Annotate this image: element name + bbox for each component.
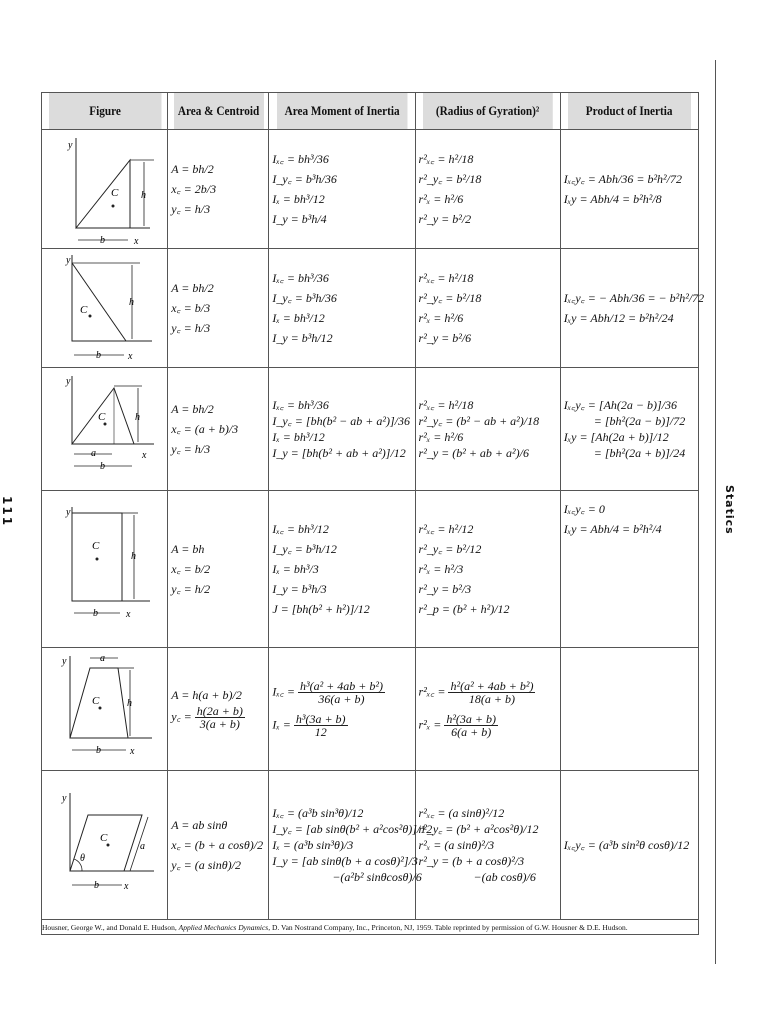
- area-centroid-cell: [168, 491, 269, 648]
- ix-formula: Iₓ = bh³/12: [272, 311, 325, 325]
- product-of-inertia-cell: [560, 771, 698, 920]
- iy-formula: I_y = [bh(b² + ab + a²)]/12: [272, 446, 406, 460]
- ix-lhs: Iₓ =: [272, 717, 291, 732]
- moment-of-inertia-cell: [269, 491, 415, 648]
- area-centroid-cell: [168, 771, 269, 920]
- moment-of-inertia-cell: [269, 368, 415, 491]
- iy-formula: I_y = [ab sinθ(b + a cosθ)²]/3: [272, 854, 418, 868]
- iy-formula: I_y = b³h/12: [272, 331, 333, 345]
- header-radius-of-gyration: (Radius of Gyration)²: [422, 93, 553, 130]
- rxc-formula: [419, 680, 556, 705]
- area-formula: A = bh/2: [171, 281, 214, 295]
- ry-formula: r²_y = b²/6: [418, 331, 472, 345]
- rxc-formula: r²ₓ꜀ = (a sinθ)²/12: [418, 806, 505, 820]
- citation-publisher: , D. Van Nostrand Company, Inc., Princeton, NJ, 1959. Table reprinted by permission of G.W. Housner & D.E. Hudson.: [268, 922, 628, 932]
- citation: [42, 920, 699, 935]
- ixcyc-formula: Iₓ꜀y꜀ = (a³b sin²θ cosθ)/12: [563, 838, 690, 852]
- ixy-formula: Iₓy = Abh/4 = b²h²/8: [563, 192, 662, 206]
- rp-formula: r²_p = (b² + h²)/12: [418, 602, 510, 616]
- ix-formula: Iₓ = bh³/12: [272, 430, 325, 444]
- ixc-formula: Iₓ꜀ = bh³/12: [272, 522, 329, 536]
- ryc-formula: r²_y꜀ = (b² + a²cos²θ)/12: [418, 822, 539, 836]
- area-properties-table: [41, 92, 705, 935]
- figure-parallelogram: [42, 771, 168, 920]
- centroid-label: C: [92, 695, 100, 707]
- citation-authors: Housner, George W., and Donald E. Hudson,: [42, 922, 177, 932]
- ixy-formula-alt: = [bh²(2a + b)]/24: [593, 446, 686, 460]
- ix-fraction: [294, 713, 348, 738]
- moment-of-inertia-cell: [269, 249, 415, 368]
- b-label: b: [96, 350, 101, 361]
- polar-moment-formula: J = [bh(b² + h²)]/12: [272, 602, 370, 616]
- rx-fraction: [444, 713, 498, 738]
- a-label: a: [91, 448, 96, 459]
- rxc-formula: r²ₓ꜀ = h²/12: [418, 522, 474, 536]
- rxc-lhs: r²ₓ꜀ =: [418, 684, 446, 699]
- xc-formula: x꜀ = (a + b)/3: [171, 422, 239, 436]
- moment-of-inertia-cell: [269, 648, 415, 771]
- ryc-formula: r²_y꜀ = (b² − ab + a²)/18: [418, 414, 540, 428]
- row-parallelogram: [42, 771, 699, 920]
- y-axis-label: y: [68, 140, 73, 151]
- h-label: h: [129, 297, 134, 308]
- b-label: b: [100, 461, 105, 472]
- header-row: [42, 93, 699, 130]
- area-formula: A = bh/2: [171, 402, 214, 416]
- rx-formula: r²ₓ = (a sinθ)²/3: [418, 838, 495, 852]
- section-label: Statics: [723, 485, 736, 535]
- ixy-formula: Iₓy = Abh/12 = b²h²/24: [563, 311, 674, 325]
- area-formula: A = bh/2: [171, 162, 214, 176]
- rxc-formula: r²ₓ꜀ = h²/18: [418, 152, 474, 166]
- product-of-inertia-cell: [560, 491, 698, 648]
- xc-formula: x꜀ = (b + a cosθ)/2: [171, 838, 264, 852]
- ixcyc-formula: Iₓ꜀y꜀ = Abh/36 = b²h²/72: [563, 172, 682, 186]
- row-rectangle: [42, 491, 699, 648]
- h-label: h: [131, 551, 136, 562]
- rx-numerator: h²(3a + b): [446, 712, 497, 726]
- iyc-formula: I_y꜀ = [ab sinθ(b² + a²cos²θ)]/12: [272, 822, 433, 836]
- y-axis-label: y: [66, 255, 71, 266]
- x-axis-label: x: [124, 881, 129, 892]
- area-centroid-cell: [168, 249, 269, 368]
- ixcyc-formula: Iₓ꜀y꜀ = 0: [563, 502, 605, 516]
- yc-formula: y꜀ = h/3: [171, 321, 211, 335]
- iyc-formula: I_y꜀ = b³h/36: [272, 291, 337, 305]
- h-label: h: [127, 698, 132, 709]
- ix-formula: [272, 713, 410, 738]
- area-centroid-cell: [168, 368, 269, 491]
- figure-right-triangle: [42, 130, 168, 249]
- general-triangle-diagram: [42, 368, 168, 490]
- ixcyc-formula-alt: = [bh²(2a − b)]/72: [593, 414, 686, 428]
- ryc-formula: r²_y꜀ = b²/18: [418, 172, 482, 186]
- figure-trapezoid: [42, 648, 168, 771]
- theta-label: θ: [80, 853, 85, 864]
- ixy-formula: Iₓy = Abh/4 = b²h²/4: [563, 522, 662, 536]
- header-product-of-inertia: Product of Inertia: [567, 93, 691, 130]
- product-of-inertia-cell: [560, 130, 698, 249]
- row-general-triangle: [42, 368, 699, 491]
- area-formula: A = bh: [171, 542, 205, 556]
- rx-denominator: 6(a + b): [451, 725, 492, 739]
- rx-formula: r²ₓ = h²/6: [418, 430, 464, 444]
- ix-formula: Iₓ = bh³/3: [272, 562, 319, 576]
- area-formula: A = h(a + b)/2: [171, 687, 242, 702]
- rxc-fraction: [448, 680, 535, 705]
- citation-book-title: Applied Mechanics Dynamics: [178, 922, 269, 932]
- radius-of-gyration-cell: [415, 130, 560, 249]
- header-area-centroid: Area & Centroid: [173, 93, 264, 130]
- yc-formula: y꜀ = h/3: [171, 202, 211, 216]
- trapezoid-diagram: [42, 648, 168, 770]
- row-right-triangle: [42, 130, 699, 249]
- area-centroid-cell: [168, 130, 269, 249]
- rxc-denominator: 18(a + b): [468, 692, 516, 706]
- centroid-label: C: [98, 411, 106, 423]
- ixc-formula: Iₓ꜀ = bh³/36: [272, 271, 329, 285]
- ixc-formula: Iₓ꜀ = bh³/36: [272, 152, 329, 166]
- product-of-inertia-cell: [560, 368, 698, 491]
- moment-of-inertia-cell: [269, 771, 433, 920]
- ixc-formula: Iₓ꜀ = bh³/36: [272, 398, 329, 412]
- figure-rectangle: [42, 491, 168, 648]
- x-axis-label: x: [134, 236, 139, 247]
- ixc-formula: [272, 680, 410, 705]
- xc-formula: x꜀ = 2b/3: [171, 182, 217, 196]
- y-axis-label: y: [66, 507, 71, 518]
- b-label: b: [100, 235, 105, 246]
- b-label: b: [96, 745, 101, 756]
- right-triangle-diagram: [42, 130, 168, 248]
- figure-general-triangle: [42, 368, 168, 491]
- radius-of-gyration-cell: [415, 648, 560, 771]
- rx-formula: r²ₓ = h²/3: [418, 562, 464, 576]
- xc-formula: x꜀ = b/2: [171, 562, 211, 576]
- radius-of-gyration-cell: [415, 771, 560, 920]
- rx-formula: [419, 713, 556, 738]
- ixcyc-formula: Iₓ꜀y꜀ = [Ah(2a − b)]/36: [563, 398, 677, 412]
- parallelogram-diagram: [42, 771, 168, 919]
- right-triangle-inverted-diagram: [42, 249, 168, 367]
- side-rule: [715, 60, 716, 964]
- ix-formula: Iₓ = bh³/12: [272, 192, 325, 206]
- y-axis-label: y: [62, 793, 67, 804]
- header-figure: Figure: [48, 93, 162, 130]
- moment-of-inertia-cell: [269, 130, 415, 249]
- ry-formula: r²_y = (b + a cosθ)²/3: [418, 854, 525, 868]
- b-label: b: [94, 880, 99, 891]
- ixc-formula: Iₓ꜀ = (a³b sin³θ)/12: [272, 806, 364, 820]
- rxc-formula: r²ₓ꜀ = h²/18: [418, 398, 474, 412]
- ryc-formula: r²_y꜀ = b²/18: [418, 291, 482, 305]
- x-axis-label: x: [126, 609, 131, 620]
- yc-numerator: h(2a + b): [196, 703, 243, 718]
- citation-row: [42, 920, 699, 935]
- iy-formula-continued: −(a²b² sinθcosθ)/6: [332, 870, 422, 884]
- x-axis-label: x: [130, 746, 135, 757]
- xc-formula: x꜀ = b/3: [171, 301, 211, 315]
- yc-formula: y꜀ = (a sinθ)/2: [171, 858, 241, 872]
- area-centroid-cell: [168, 648, 269, 771]
- iy-formula: I_y = b³h/3: [272, 582, 327, 596]
- iy-formula: I_y = b³h/4: [272, 212, 327, 226]
- ry-formula-continued: −(ab cosθ)/6: [473, 870, 536, 884]
- radius-of-gyration-cell: [415, 491, 560, 648]
- ixc-denominator: 36(a + b): [318, 692, 365, 706]
- a-label: a: [140, 841, 145, 852]
- h-label: h: [141, 190, 146, 201]
- centroid-label: C: [111, 187, 119, 199]
- figure-right-triangle-inverted: [42, 249, 168, 368]
- x-axis-label: x: [128, 351, 133, 362]
- rx-formula: r²ₓ = h²/6: [418, 311, 464, 325]
- ixc-lhs: Iₓ꜀ =: [272, 684, 295, 699]
- product-of-inertia-cell: [560, 648, 698, 771]
- yc-formula: y꜀ = h/2: [171, 582, 211, 596]
- radius-of-gyration-cell: [415, 368, 560, 491]
- ixcyc-formula: Iₓ꜀y꜀ = − Abh/36 = − b²h²/72: [563, 291, 705, 305]
- x-axis-label: x: [142, 450, 147, 461]
- iyc-formula: I_y꜀ = b³h/36: [272, 172, 337, 186]
- a-label: a: [100, 653, 105, 664]
- ixy-formula: Iₓy = [Ah(2a + b)]/12: [563, 430, 669, 444]
- area-formula: A = ab sinθ: [171, 818, 228, 832]
- iyc-formula: I_y꜀ = b³h/12: [272, 542, 337, 556]
- ix-formula: Iₓ = (a³b sin³θ)/3: [272, 838, 354, 852]
- yc-formula: [171, 705, 264, 730]
- rxc-formula: r²ₓ꜀ = h²/18: [418, 271, 474, 285]
- page-number: 111: [0, 496, 14, 528]
- iyc-formula: I_y꜀ = [bh(b² − ab + a²)]/36: [272, 414, 410, 428]
- product-of-inertia-cell: [560, 249, 705, 368]
- y-axis-label: y: [62, 656, 67, 667]
- ix-numerator: h³(3a + b): [295, 712, 346, 726]
- rxc-numerator: h²(a² + 4ab + b²): [450, 679, 534, 693]
- row-trapezoid: [42, 648, 699, 771]
- rectangle-diagram: [42, 491, 168, 647]
- yc-denominator: 3(a + b): [199, 716, 240, 731]
- ry-formula: r²_y = (b² + ab + a²)/6: [418, 446, 529, 460]
- ryc-formula: r²_y꜀ = b²/12: [418, 542, 482, 556]
- yc-fraction: [195, 705, 245, 730]
- header-moment-of-inertia: Area Moment of Inertia: [276, 93, 408, 130]
- centroid-label: C: [92, 540, 100, 552]
- ry-formula: r²_y = b²/2: [418, 212, 472, 226]
- row-right-triangle-inverted: [42, 249, 699, 368]
- yc-formula: y꜀ = h/3: [171, 442, 211, 456]
- yc-lhs: y꜀ =: [171, 708, 192, 723]
- y-axis-label: y: [66, 376, 71, 387]
- ixc-fraction: [298, 680, 385, 705]
- b-label: b: [93, 608, 98, 619]
- radius-of-gyration-cell: [415, 249, 560, 368]
- ry-formula: r²_y = b²/3: [418, 582, 472, 596]
- rx-formula: r²ₓ = h²/6: [418, 192, 464, 206]
- centroid-label: C: [100, 832, 108, 844]
- ixc-numerator: h³(a² + 4ab + b²): [299, 679, 383, 693]
- centroid-label: C: [80, 304, 88, 316]
- rx-lhs: r²ₓ =: [418, 717, 442, 732]
- h-label: h: [135, 412, 140, 423]
- ix-denominator: 12: [314, 725, 327, 739]
